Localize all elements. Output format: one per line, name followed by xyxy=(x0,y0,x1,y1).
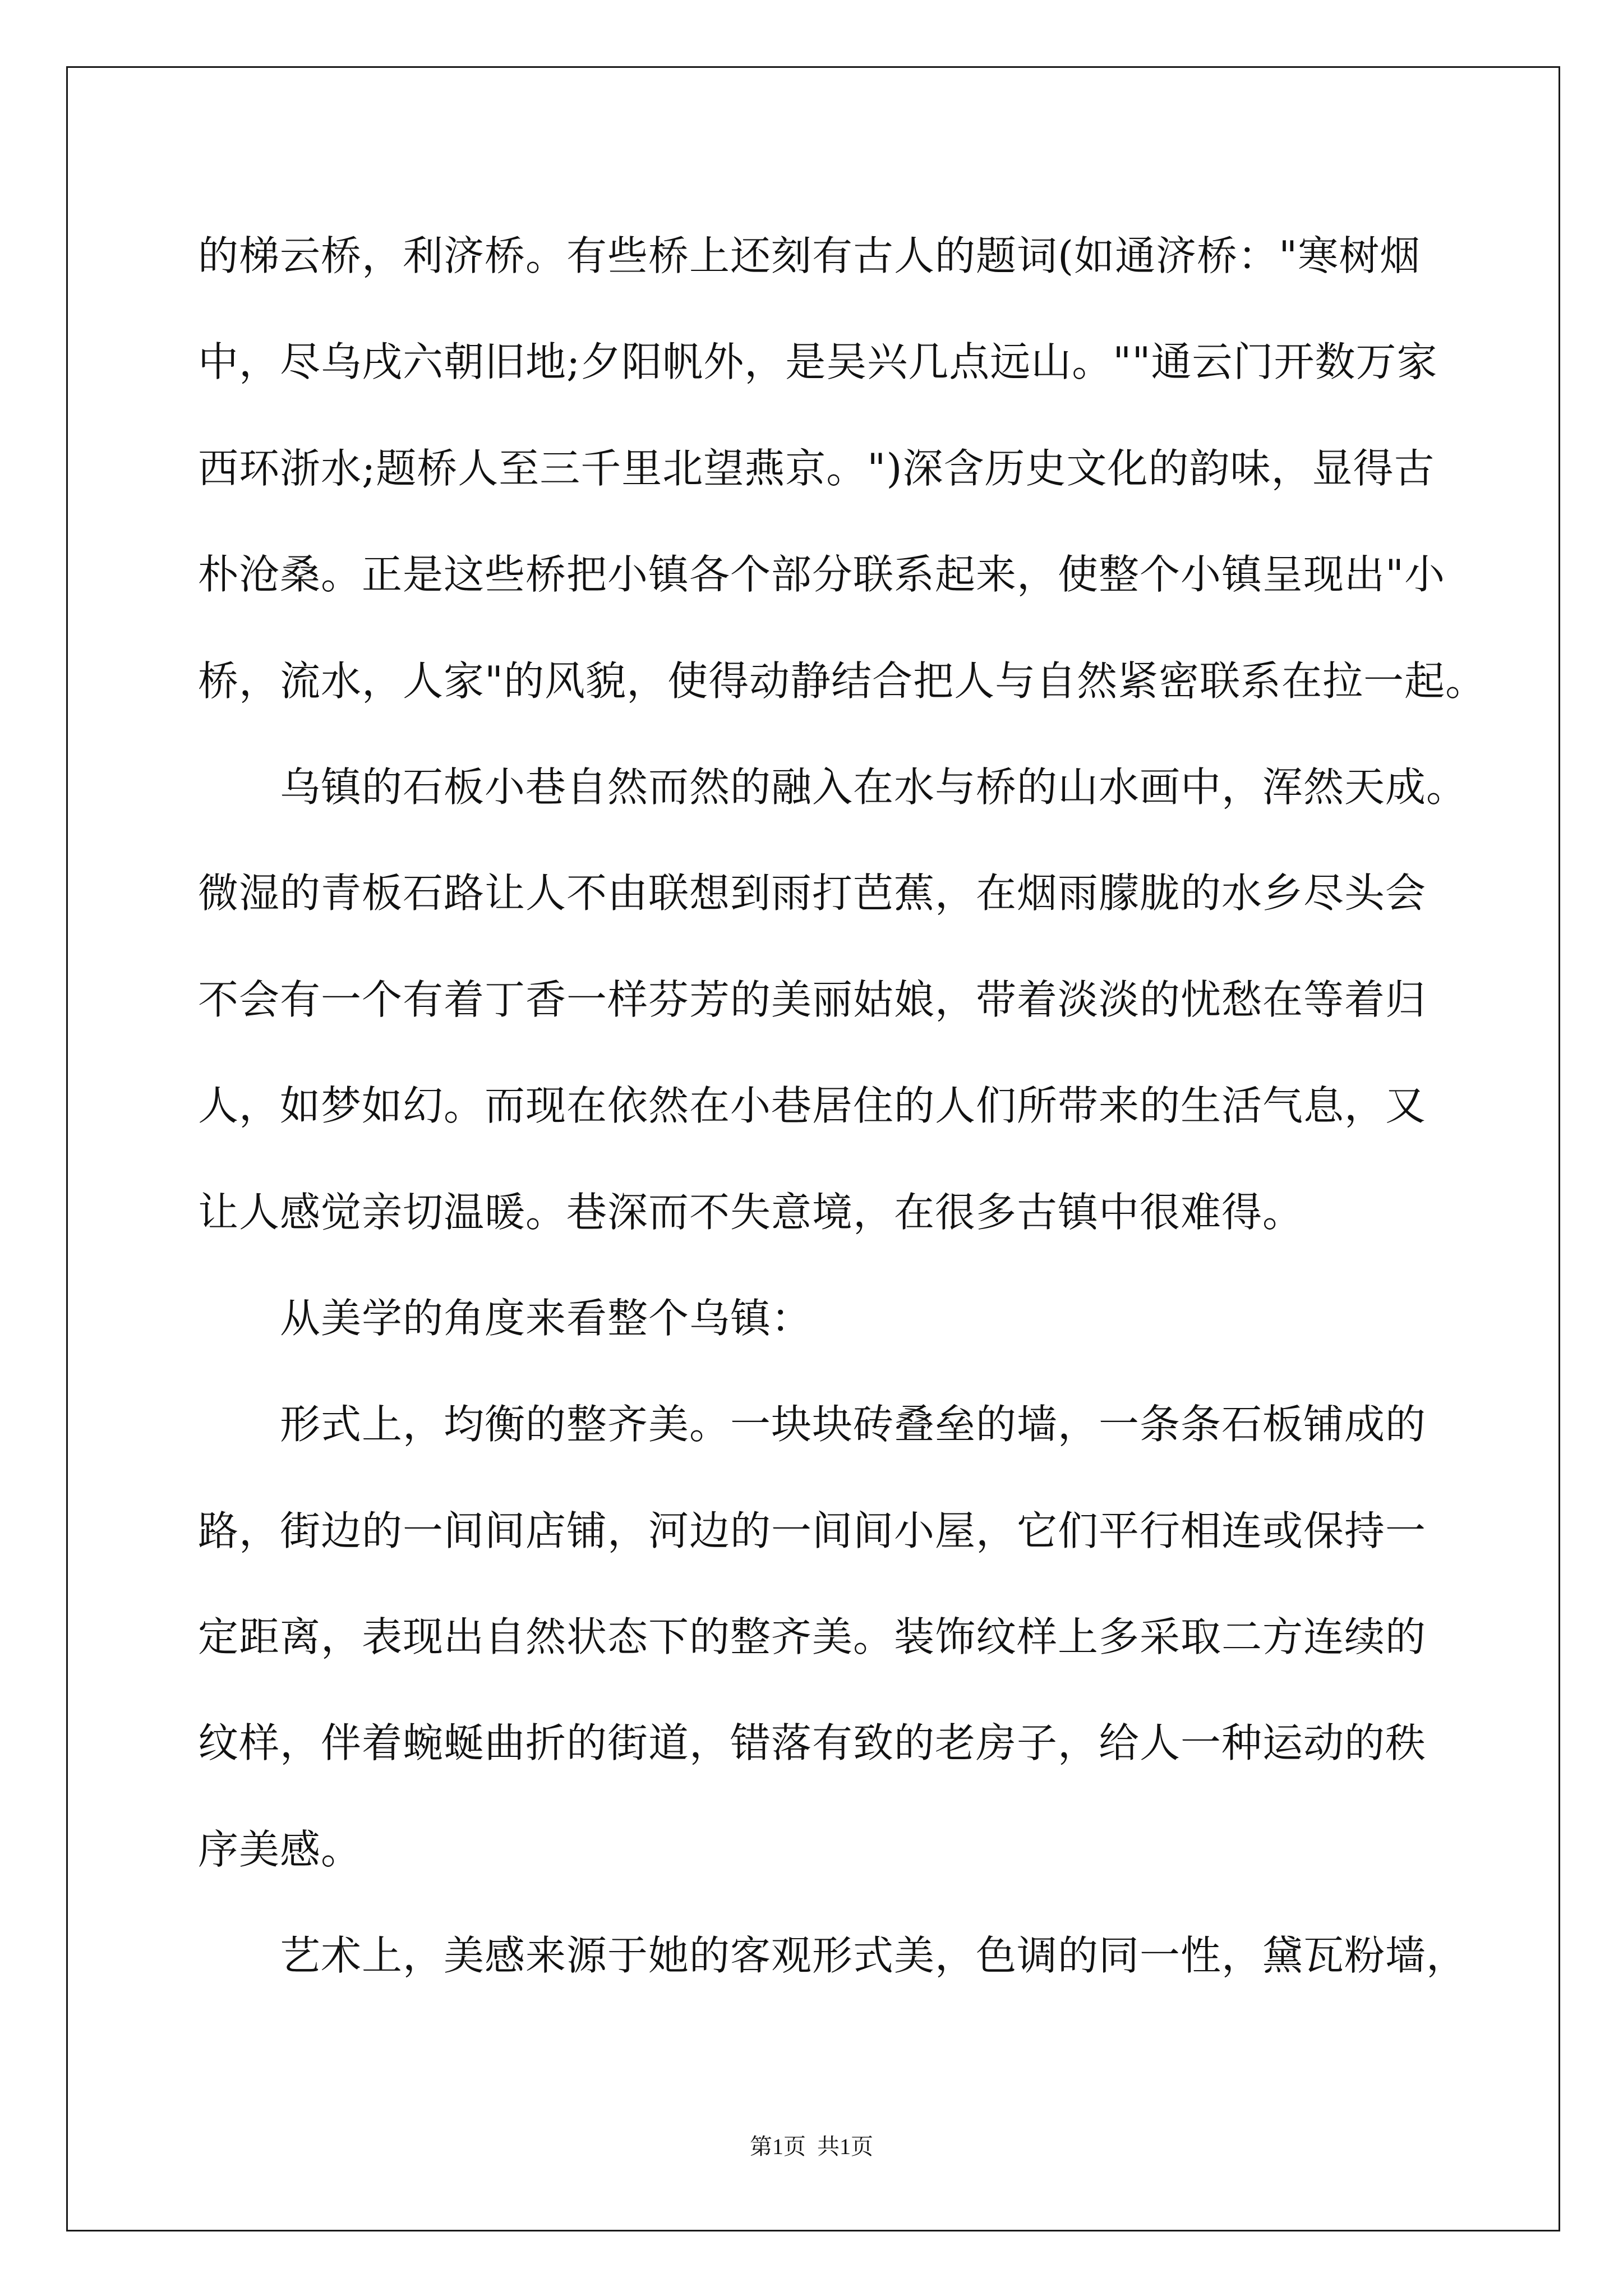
paragraph xyxy=(198,203,1505,734)
text-line: 定距离，表现出自然状态下的整齐美。装饰纹样上多采取二方连续的 xyxy=(198,1613,1427,1661)
page-footer: 第1页 共1页 xyxy=(750,2134,873,2159)
text-line: 艺术上，美感来源于她的客观形式美，色调的同一性，黛瓦粉墙， xyxy=(280,1932,1468,1980)
text-line: 乌镇的石板小巷自然而然的融入在水与桥的山水画中，浑然天成。 xyxy=(280,763,1468,811)
text-line: 从美学的角度来看整个乌镇： xyxy=(280,1294,813,1342)
text-line: 西环浙水;题桥人至三千里北望燕京。")深含历史文化的韵味，显得古 xyxy=(198,444,1435,492)
paragraph xyxy=(198,1903,1505,2009)
text-line: 序美感。 xyxy=(198,1825,362,1873)
text-line: 不会有一个有着丁香一样芬芳的美丽姑娘，带着淡淡的忧愁在等着归 xyxy=(198,976,1427,1023)
text-line: 朴沧桑。正是这些桥把小镇各个部分联系起来，使整个小镇呈现出"小 xyxy=(198,551,1446,599)
document-body xyxy=(198,203,1505,2009)
text-line: 纹样，伴着蜿蜒曲折的街道，错落有致的老房子，给人一种运动的秩 xyxy=(198,1719,1427,1767)
text-line: 让人感觉亲切温暖。巷深而不失意境，在很多古镇中很难得。 xyxy=(198,1188,1304,1236)
text-line: 微湿的青板石路让人不由联想到雨打芭蕉，在烟雨朦胧的水乡尽头会 xyxy=(198,869,1427,917)
text-line: 路，街边的一间间店铺，河边的一间间小屋，它们平行相连或保持一 xyxy=(198,1507,1427,1554)
paragraph xyxy=(198,1266,1505,1372)
text-line: 桥，流水，人家"的风貌，使得动静结合把人与自然紧密联系在拉一起。 xyxy=(198,657,1487,705)
text-line: 形式上，均衡的整齐美。一块块砖叠垒的墙，一条条石板铺成的 xyxy=(280,1401,1427,1448)
paragraph xyxy=(198,1372,1505,1903)
paragraph xyxy=(198,734,1505,1266)
text-line: 中，尽乌戌六朝旧地;夕阳帆外，是吴兴几点远山。""通云门开数万家 xyxy=(198,338,1438,386)
text-line: 人，如梦如幻。而现在依然在小巷居住的人们所带来的生活气息，又 xyxy=(198,1082,1427,1130)
text-line: 的梯云桥，利济桥。有些桥上还刻有古人的题词(如通济桥："寒树烟 xyxy=(198,232,1421,279)
